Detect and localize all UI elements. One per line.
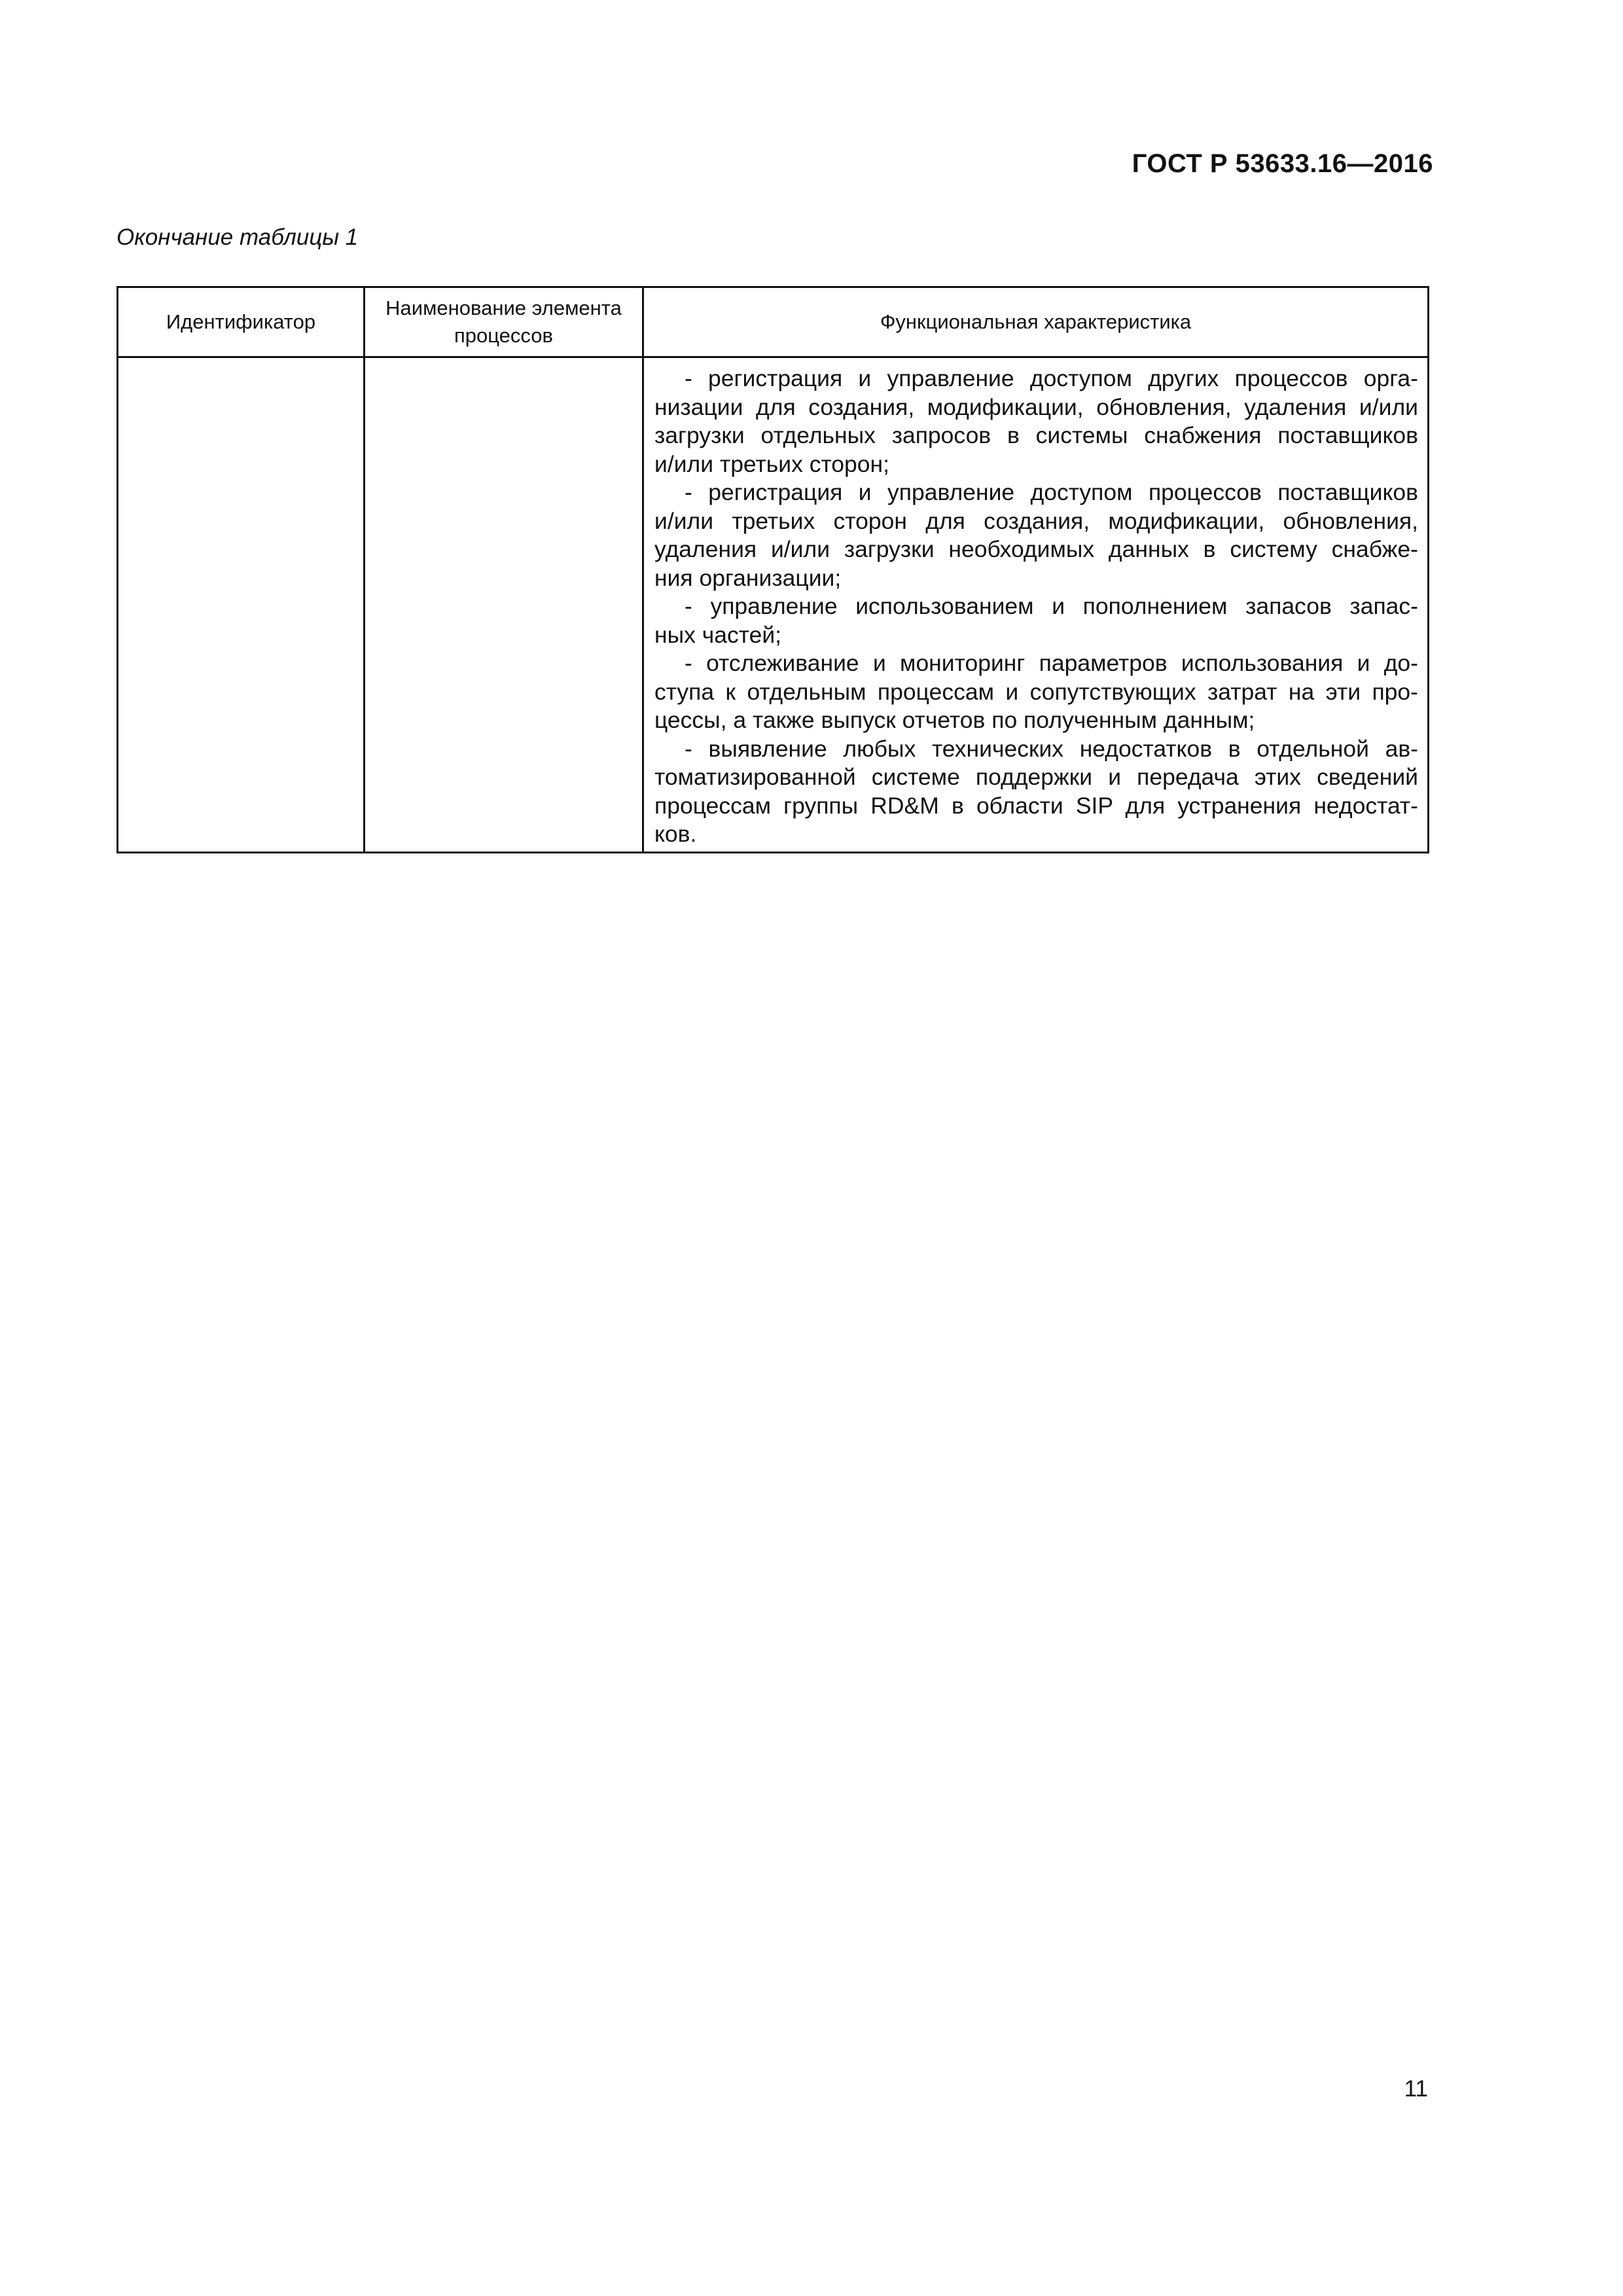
func-text-line: - управление использованием и пополнением запасов запас- [685, 593, 1418, 619]
table-row [118, 357, 1429, 853]
table-caption: Окончание таблицы 1 [116, 224, 359, 250]
func-text-line: томатизированной системе поддержки и передача этих сведений [654, 764, 1418, 790]
func-text-line: цессы, а также выпуск отчетов по полученным данным; [654, 707, 1255, 733]
column-header-element-name-line: процессов [454, 324, 553, 347]
func-text-line: и/или третьих сторон; [654, 450, 890, 477]
page-number: 11 [1404, 2076, 1428, 2102]
func-text-line: - регистрация и управление доступом других процессов орга- [685, 365, 1418, 391]
table-header-row [118, 287, 1429, 357]
func-text-line: загрузки отдельных запросов в системы снабжения поставщиков [654, 422, 1418, 448]
func-text-line: процессам группы RD&M в области SIP для устранения недостат- [654, 792, 1418, 819]
column-header-element-name [365, 287, 643, 357]
column-header-functional-characteristic: Функциональная характеристика [643, 287, 1429, 357]
func-text-line: ступа к отдельным процессам и сопутствующих затрат на эти про- [654, 678, 1418, 705]
cell-element-name [365, 357, 643, 853]
standard-code: ГОСТ Р 53633.16—2016 [1132, 149, 1433, 178]
func-text-line: ков. [654, 821, 697, 847]
column-header-identifier: Идентификатор [118, 287, 365, 357]
functions-table [116, 286, 1429, 853]
func-text-line: - выявление любых технических недостатков в отдельной ав- [685, 735, 1418, 762]
func-text-line: и/или третьих сторон для создания, модификации, обновления, [654, 507, 1418, 534]
cell-identifier [118, 357, 365, 853]
func-text-line: - отслеживание и мониторинг параметров использования и до- [685, 650, 1418, 676]
func-text-line: низации для создания, модификации, обновления, удаления и/или [654, 393, 1418, 420]
func-text-line: - регистрация и управление доступом процессов поставщиков [685, 479, 1418, 505]
func-text-line: удаления и/или загрузки необходимых данных в систему снабже- [654, 536, 1418, 562]
func-text-line: ния организации; [654, 564, 842, 591]
cell-functional-characteristic [643, 357, 1429, 853]
column-header-element-name-line: Наименование элемента [385, 296, 622, 319]
func-text-line: ных частей; [654, 621, 782, 648]
